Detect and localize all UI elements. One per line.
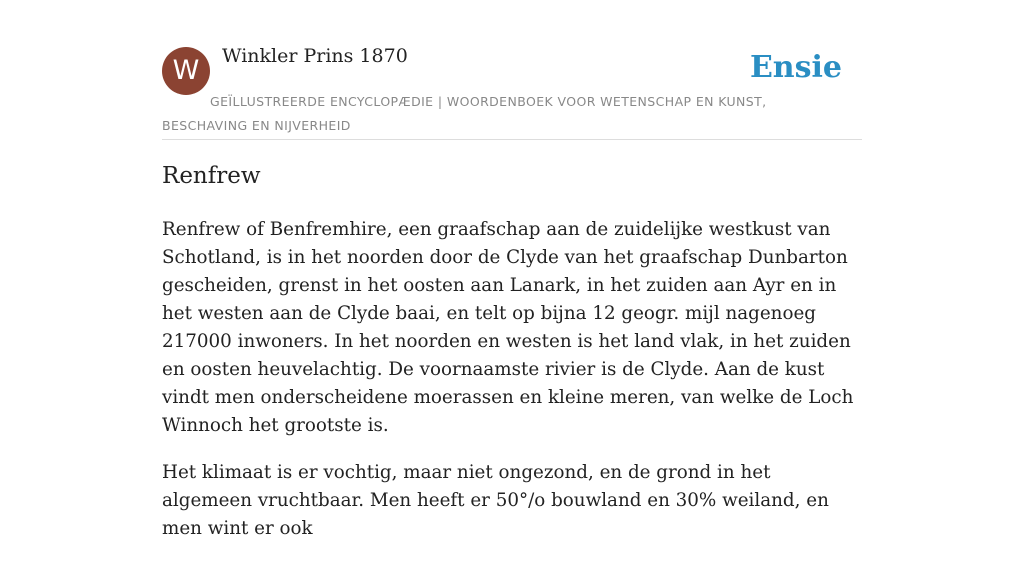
avatar[interactable]: W <box>162 47 210 95</box>
source-title[interactable]: Winkler Prins 1870 <box>222 45 408 67</box>
paragraph: Renfrew of Benfremhire, een graafschap aan de zuidelijke westkust van Schotland, is in het noorden door de Clyde van het graafschap Dunbarton gescheiden, grenst in het oosten aan Lanark, in het zuiden aan Ayr en in het westen aan de Clyde baai, en telt op bijna 12 geogr. mijl nagenoeg 217000 inwoners. In het noorden en westen is het land vlak, in het zuiden en oosten heuvelachtig. De voornaamste rivier is de Clyde. Aan de kust vindt men onderscheidene moerassen en kleine meren, van welke de Loch Winnoch het grootste is. <box>162 219 854 436</box>
article-body <box>162 216 862 562</box>
page <box>162 0 862 539</box>
header <box>162 0 862 140</box>
brand-logo[interactable]: Ensie <box>749 50 842 85</box>
page-title: Renfrew <box>162 163 261 189</box>
source-subtitle: GEÏLLUSTREERDE ENCYCLOPÆDIE | WOORDENBOEK VOOR WETENSCHAP EN KUNST, BESCHAVING EN NIJVERHEID <box>162 94 767 133</box>
paragraph: Het klimaat is er vochtig, maar niet ongezond, en de grond in het algemeen vruchtbaar. Men heeft er 50°/o bouwland en 30% weiland, en men wint er ook <box>162 462 829 539</box>
